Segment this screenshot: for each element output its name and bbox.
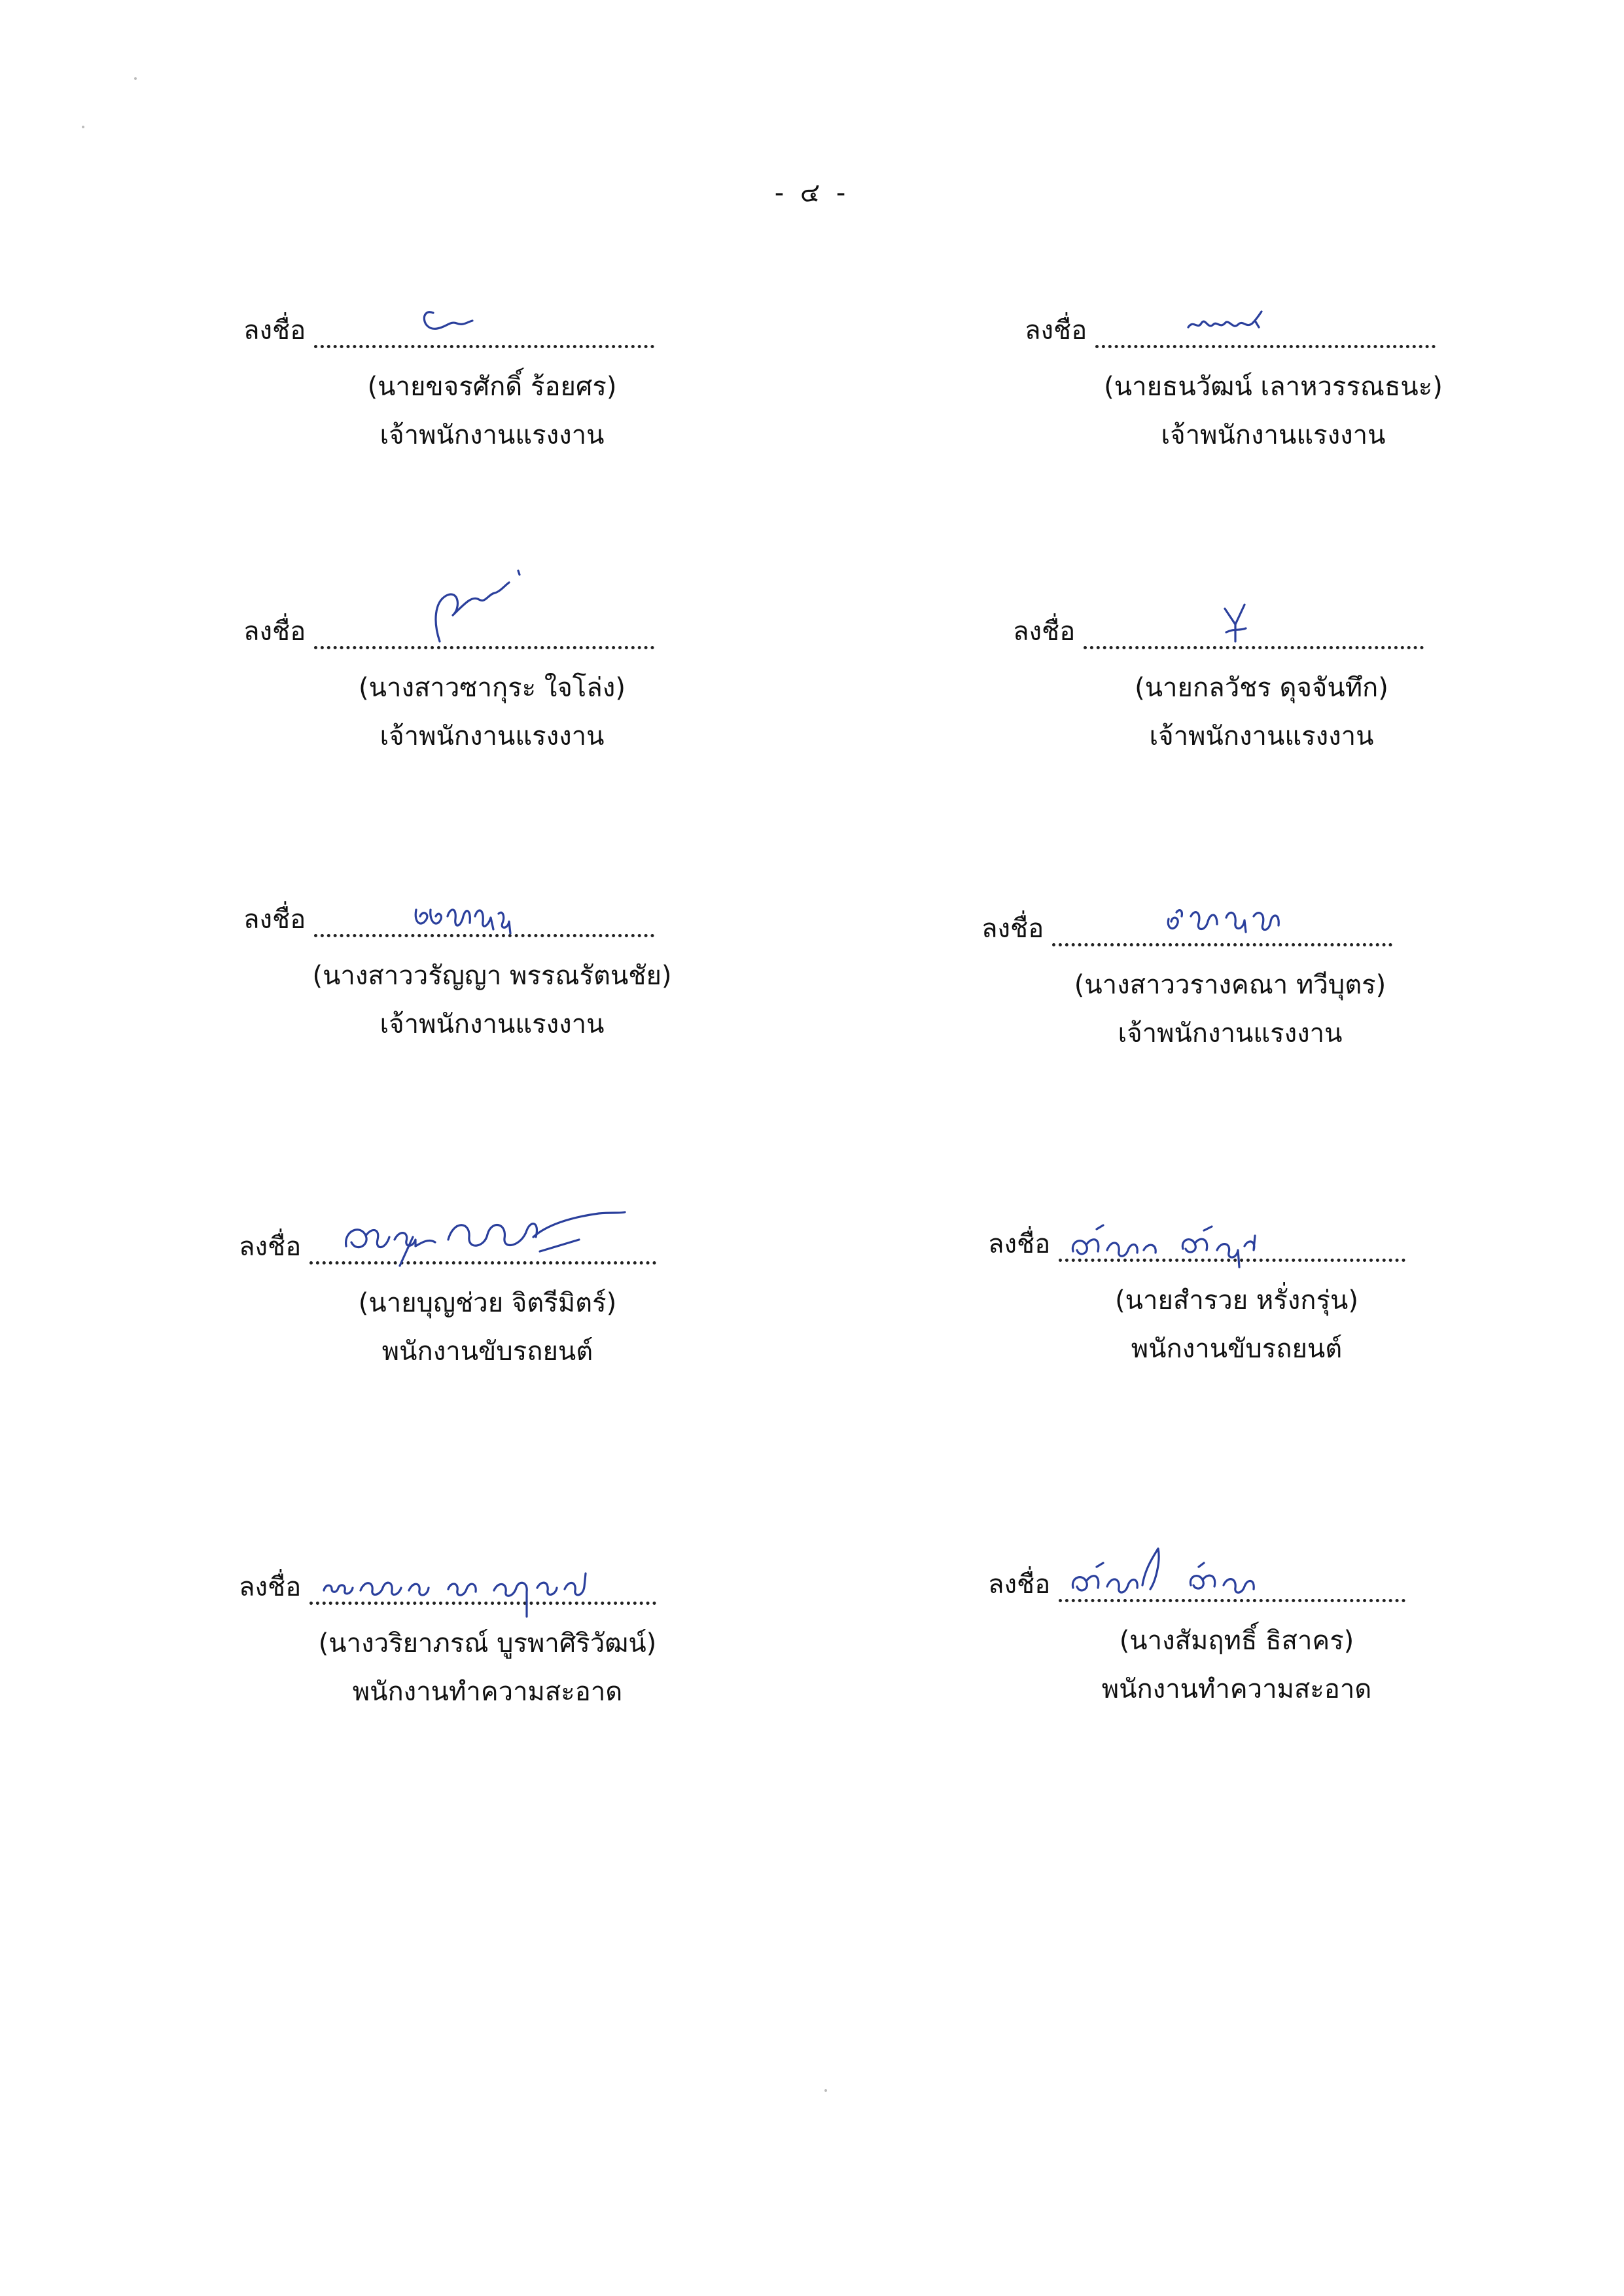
sign-label: ลงชื่อ bbox=[988, 1229, 1051, 1259]
signatory-name: (นายสำรวย หรั่งกรุ่น) bbox=[1115, 1285, 1358, 1316]
signatory-name: (นายบุญช่วย จิตรีมิตร์) bbox=[358, 1288, 617, 1318]
signature-icon bbox=[1216, 596, 1255, 655]
page-number: - ๔ - bbox=[774, 178, 850, 208]
sign-label: ลงชื่อ bbox=[243, 315, 306, 346]
signatory-name: (นางสัมฤทธิ์ ธิสาคร) bbox=[1119, 1626, 1354, 1656]
signatory-position: เจ้าพนักงานแรงงาน bbox=[380, 420, 605, 450]
signature-icon bbox=[1060, 1212, 1282, 1278]
signatory-name: (นายกลวัชร ดุจจันทึก) bbox=[1135, 673, 1388, 703]
sign-label: ลงชื่อ bbox=[988, 1570, 1051, 1600]
signature-line bbox=[243, 903, 741, 942]
signatory-position: เจ้าพนักงานแรงงาน bbox=[380, 721, 605, 751]
signature-icon bbox=[420, 563, 538, 655]
sign-label: ลงชื่อ bbox=[239, 1572, 302, 1602]
signature-icon bbox=[311, 1551, 677, 1630]
sign-label: ลงชื่อ bbox=[239, 1232, 302, 1262]
signature-icon bbox=[1060, 1529, 1282, 1607]
signature-line bbox=[239, 1230, 736, 1270]
signatory-name: (นางสาววรางคณา ทวีบุตร) bbox=[1074, 970, 1386, 1000]
signature-line bbox=[243, 314, 741, 353]
signatory-position: พนักงานทำความสะอาด bbox=[1101, 1674, 1372, 1704]
scan-speck bbox=[82, 126, 84, 128]
signature-icon bbox=[1158, 893, 1302, 945]
signatory-position: เจ้าพนักงานแรงงาน bbox=[380, 1009, 605, 1039]
signature-line bbox=[988, 1568, 1485, 1607]
scan-speck bbox=[824, 2089, 827, 2092]
signature-line bbox=[1013, 615, 1510, 655]
signature-icon bbox=[407, 295, 499, 347]
signature-icon bbox=[337, 1174, 638, 1285]
signature-line bbox=[243, 615, 741, 655]
signatory-name: (นางวริยาภรณ์ บูรพาศิริวัฒน์) bbox=[318, 1628, 657, 1659]
scan-speck bbox=[134, 77, 137, 80]
sign-label: ลงชื่อ bbox=[981, 914, 1044, 944]
signatory-position: เจ้าพนักงานแรงงาน bbox=[1161, 420, 1386, 450]
sign-label: ลงชื่อ bbox=[1025, 315, 1087, 346]
signatory-name: (นายขจรศักดิ์ ร้อยศร) bbox=[367, 372, 617, 402]
signatory-position: พนักงานขับรถยนต์ bbox=[1131, 1334, 1343, 1364]
signatory-name: (นางสาววรัญญา พรรณรัตนชัย) bbox=[312, 961, 672, 991]
signatory-position: พนักงานขับรถยนต์ bbox=[381, 1336, 593, 1367]
signature-line bbox=[1025, 314, 1522, 353]
sign-label: ลงชื่อ bbox=[243, 905, 306, 935]
sign-label: ลงชื่อ bbox=[243, 617, 306, 647]
signature-line bbox=[981, 912, 1479, 952]
sign-label: ลงชื่อ bbox=[1013, 617, 1076, 647]
signature-line bbox=[239, 1571, 736, 1610]
signature-icon bbox=[1182, 301, 1280, 347]
signatory-name: (นายธนวัฒน์ เลาหวรรณธนะ) bbox=[1104, 372, 1443, 402]
signatory-position: เจ้าพนักงานแรงงาน bbox=[1118, 1018, 1343, 1049]
signature-line bbox=[988, 1228, 1485, 1267]
signatory-position: พนักงานทำความสะอาด bbox=[352, 1677, 623, 1707]
signature-icon bbox=[407, 890, 538, 942]
signatory-name: (นางสาวซากุระ ใจโล่ง) bbox=[359, 673, 626, 703]
signatory-position: เจ้าพนักงานแรงงาน bbox=[1149, 721, 1374, 751]
